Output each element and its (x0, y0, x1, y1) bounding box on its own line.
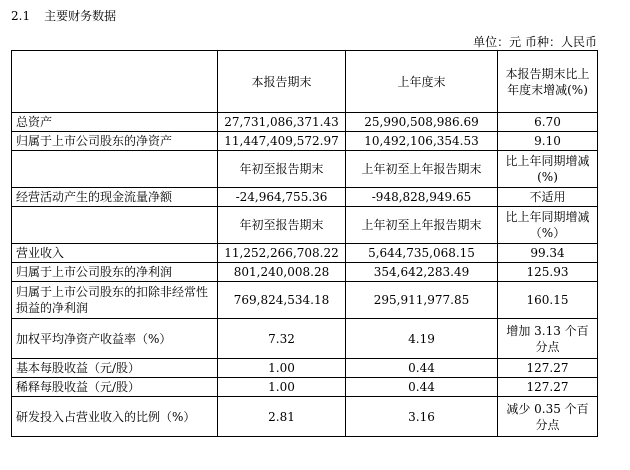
row-current-value: 2.81 (218, 397, 346, 437)
row-change-value: 9.10 (498, 132, 598, 151)
row-current-value: 11,447,409,572.97 (218, 132, 346, 151)
subheader-ytd: 年初至报告期末 (218, 207, 346, 244)
table-row (12, 244, 598, 263)
row-label: 经营活动产生的现金流量净额 (12, 188, 218, 207)
subheader-ytd: 年初至报告期末 (218, 151, 346, 188)
row-label: 加权平均净资产收益率（%） (12, 319, 218, 359)
row-prior-value: -948,828,949.65 (346, 188, 498, 207)
row-label: 稀释每股收益（元/股） (12, 378, 218, 397)
row-change-value: 127.27 (498, 359, 598, 378)
table-row (12, 132, 598, 151)
row-prior-value: 5,644,735,068.15 (346, 244, 498, 263)
header-label-cell (12, 51, 218, 113)
row-prior-value: 25,990,508,986.69 (346, 113, 498, 132)
header-change-percent: 本报告期末比上年度末增减(%) (498, 51, 598, 113)
row-prior-value: 295,911,977.85 (346, 282, 498, 319)
row-change-value: 160.15 (498, 282, 598, 319)
subheader-prior-ytd: 上年初至上年报告期末 (346, 151, 498, 188)
section-title: 主要财务数据 (44, 9, 117, 23)
row-prior-value: 4.19 (346, 319, 498, 359)
row-change-value: 减少 0.35 个百分点 (498, 397, 598, 437)
subheader-label-cell (12, 207, 218, 244)
row-change-value: 不适用 (498, 188, 598, 207)
row-label: 营业收入 (12, 244, 218, 263)
row-current-value: 7.32 (218, 319, 346, 359)
row-prior-value: 354,642,283.49 (346, 263, 498, 282)
table-row (12, 359, 598, 378)
row-prior-value: 0.44 (346, 359, 498, 378)
header-current-period-end: 本报告期末 (218, 51, 346, 113)
row-current-value: 801,240,008.28 (218, 263, 346, 282)
table-row (12, 113, 598, 132)
section-number: 2.1 (11, 9, 31, 23)
row-label: 基本每股收益（元/股） (12, 359, 218, 378)
table-row (12, 263, 598, 282)
row-label: 研发投入占营业收入的比例（%） (12, 397, 218, 437)
section-heading (11, 8, 116, 24)
subheader-yoy-change: 比上年同期增减(%) (498, 151, 598, 188)
row-change-value: 6.70 (498, 113, 598, 132)
row-current-value: 1.00 (218, 359, 346, 378)
table-row (12, 282, 598, 319)
row-change-value: 125.93 (498, 263, 598, 282)
row-change-value: 127.27 (498, 378, 598, 397)
table-header-row (12, 51, 598, 113)
row-label: 归属于上市公司股东的净利润 (12, 263, 218, 282)
row-label: 归属于上市公司股东的扣除非经常性损益的净利润 (12, 282, 218, 319)
subheader-prior-ytd: 上年初至上年报告期末 (346, 207, 498, 244)
table-row (12, 378, 598, 397)
table-row (12, 397, 598, 437)
financial-data-table (11, 50, 598, 437)
row-current-value: 11,252,266,708.22 (218, 244, 346, 263)
row-prior-value: 3.16 (346, 397, 498, 437)
row-prior-value: 10,492,106,354.53 (346, 132, 498, 151)
table-subheader-row (12, 151, 598, 188)
subheader-yoy-change: 比上年同期增减（%） (498, 207, 598, 244)
table-subheader-row (12, 207, 598, 244)
table-row (12, 188, 598, 207)
row-label: 归属于上市公司股东的净资产 (12, 132, 218, 151)
row-prior-value: 0.44 (346, 378, 498, 397)
row-current-value: 769,824,534.18 (218, 282, 346, 319)
table-row (12, 319, 598, 359)
unit-currency-line: 单位：元 币种：人民币 (473, 35, 597, 49)
row-change-value: 增加 3.13 个百分点 (498, 319, 598, 359)
row-current-value: -24,964,755.36 (218, 188, 346, 207)
row-change-value: 99.34 (498, 244, 598, 263)
header-prior-year-end: 上年度末 (346, 51, 498, 113)
row-label: 总资产 (12, 113, 218, 132)
subheader-label-cell (12, 151, 218, 188)
row-current-value: 1.00 (218, 378, 346, 397)
row-current-value: 27,731,086,371.43 (218, 113, 346, 132)
